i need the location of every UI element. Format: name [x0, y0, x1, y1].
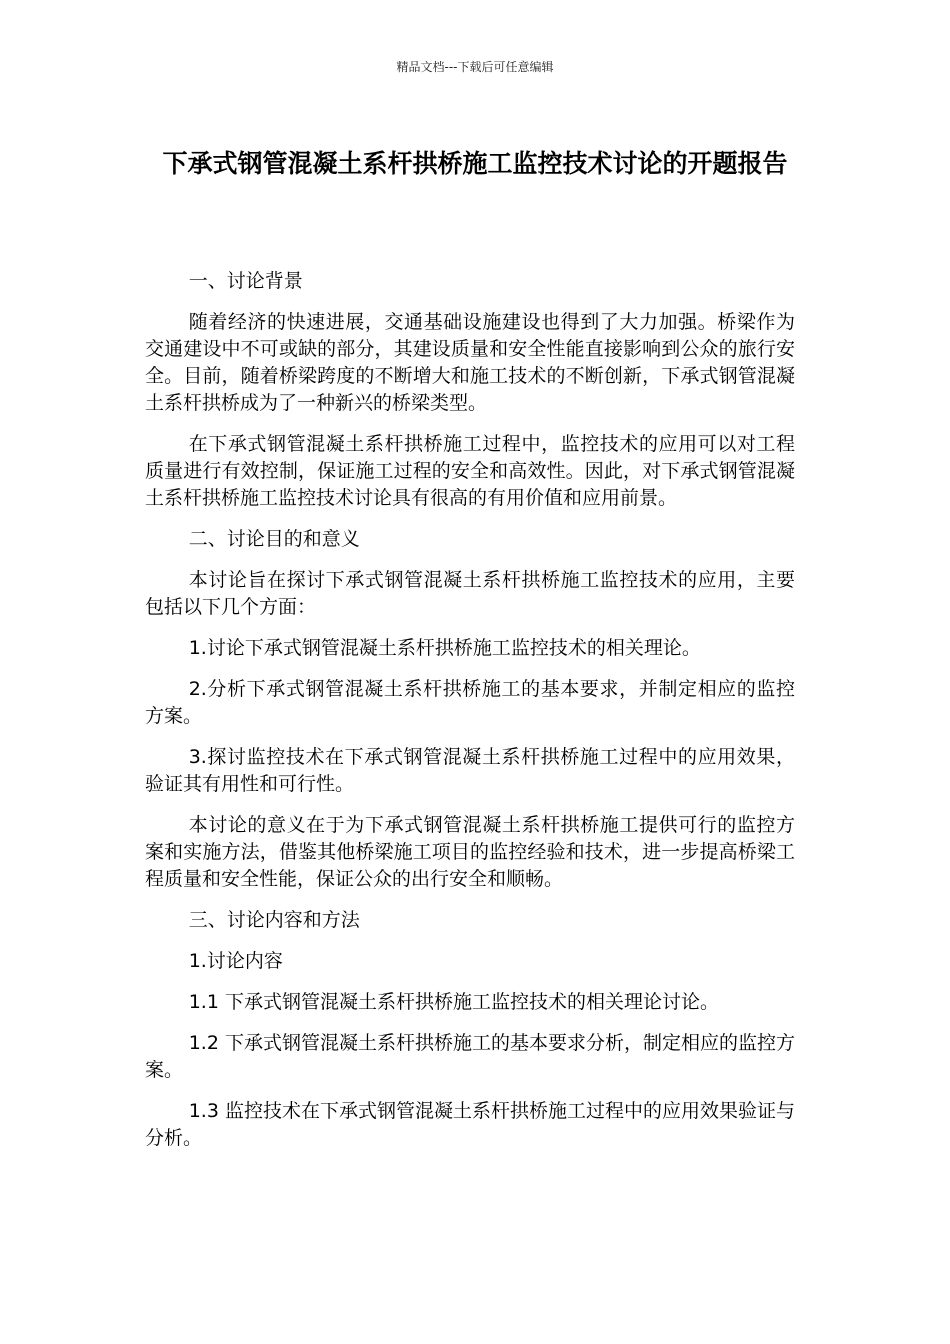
section-heading-background: 一、讨论背景 — [188, 270, 303, 292]
section-heading-content: 三、讨论内容和方法 — [188, 909, 360, 931]
subsection-heading: 1.讨论内容 — [188, 950, 283, 972]
list-item: 1.3 监控技术在下承式钢管混凝土系杆拱桥施工过程中的应用效果验证与分析。 — [145, 1100, 795, 1149]
list-item: 1.1 下承式钢管混凝土系杆拱桥施工监控技术的相关理论讨论。 — [188, 991, 719, 1013]
paragraph: 在下承式钢管混凝土系杆拱桥施工过程中，监控技术的应用可以对工程质量进行有效控制，保证施工过程的安全和高效性。因此，对下承式钢管混凝土系杆拱桥施工监控技术讨论具有很高的有用价值和应用前景。 — [145, 433, 795, 509]
paragraph: 本讨论旨在探讨下承式钢管混凝土系杆拱桥施工监控技术的应用，主要包括以下几个方面： — [145, 569, 795, 618]
list-item: 2.分析下承式钢管混凝土系杆拱桥施工的基本要求，并制定相应的监控方案。 — [145, 678, 795, 727]
section-heading-purpose: 二、讨论目的和意义 — [188, 528, 360, 550]
header-note: 精品文档---下载后可任意编辑 — [396, 60, 554, 74]
paragraph: 本讨论的意义在于为下承式钢管混凝土系杆拱桥施工提供可行的监控方案和实施方法，借鉴其他桥梁施工项目的监控经验和技术，进一步提高桥梁工程质量和安全性能，保证公众的出行安全和顺畅。 — [145, 814, 795, 890]
document-body — [145, 268, 795, 1166]
list-item: 3.探讨监控技术在下承式钢管混凝土系杆拱桥施工过程中的应用效果，验证其有用性和可行性。 — [145, 746, 795, 795]
document-title: 下承式钢管混凝土系杆拱桥施工监控技术讨论的开题报告 — [162, 149, 788, 178]
list-item: 1.讨论下承式钢管混凝土系杆拱桥施工监控技术的相关理论。 — [188, 637, 701, 659]
list-item: 1.2 下承式钢管混凝土系杆拱桥施工的基本要求分析，制定相应的监控方案。 — [145, 1032, 795, 1081]
paragraph: 随着经济的快速进展，交通基础设施建设也得到了大力加强。桥梁作为交通建设中不可或缺的部分，其建设质量和安全性能直接影响到公众的旅行安全。目前，随着桥梁跨度的不断增大和施工技术的不断创新，下承式钢管混凝土系杆拱桥成为了一种新兴的桥梁类型。 — [145, 311, 795, 414]
